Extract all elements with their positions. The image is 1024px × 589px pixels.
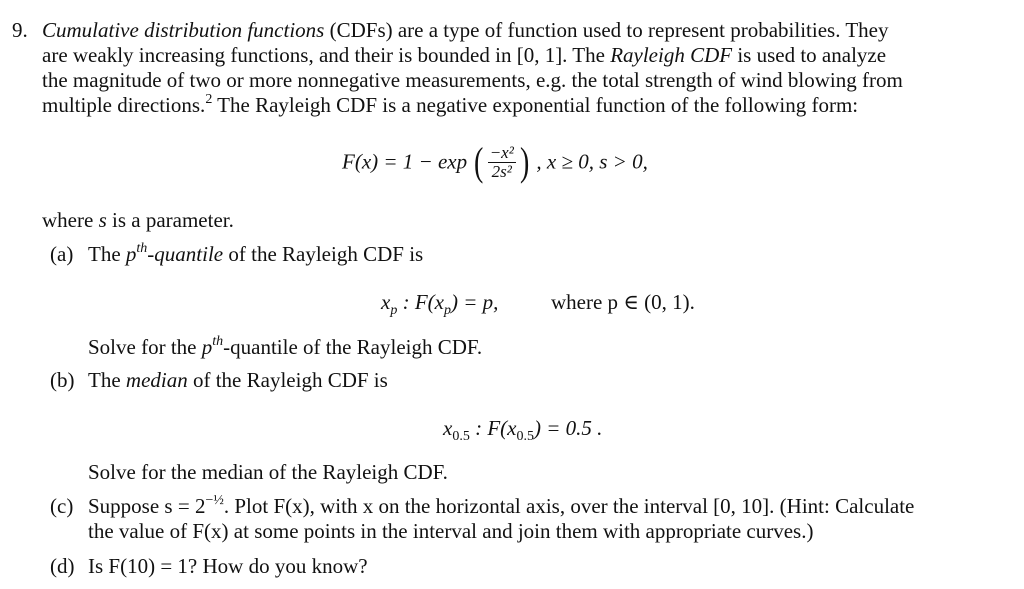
part-c-l1-a: Suppose s = 2 bbox=[88, 494, 206, 518]
part-a-solve-b: -quantile of the Rayleigh CDF. bbox=[223, 335, 483, 359]
formula-denominator: 2s² bbox=[491, 161, 512, 181]
part-d-text: Is F(10) = 1? How do you know? bbox=[88, 554, 368, 578]
part-a-eq-sub-2: p bbox=[443, 303, 451, 318]
intro-line-2-text: are weakly increasing functions, and their is bounded in [0, 1]. The bbox=[42, 43, 611, 67]
part-a-solve-a: Solve for the bbox=[88, 335, 202, 359]
part-a-th: th bbox=[136, 241, 148, 256]
part-c-exponent: −½ bbox=[205, 493, 224, 508]
part-d-label: (d) bbox=[50, 554, 75, 578]
intro-line-2 bbox=[42, 45, 886, 66]
part-a-term: -quantile bbox=[147, 242, 224, 266]
part-c-label: (c) bbox=[50, 494, 74, 518]
part-a-equation bbox=[381, 290, 499, 318]
part-b-eq-sub-2: 0.5 bbox=[516, 429, 534, 444]
part-b-eq-x: x bbox=[443, 416, 453, 440]
part-b-eq-rest-2: ) = 0.5 . bbox=[533, 416, 603, 440]
part-b-eq-rest: : F(x bbox=[469, 416, 517, 440]
formula-conditions: , x ≥ 0, s > 0, bbox=[536, 149, 648, 174]
intro-line-4-b: The Rayleigh CDF is a negative exponential function of the following form: bbox=[212, 93, 859, 117]
part-b-solve: Solve for the median of the Rayleigh CDF. bbox=[88, 460, 448, 484]
part-a-eq-rest-2: ) = p, bbox=[450, 290, 499, 314]
intro-line-4 bbox=[42, 92, 859, 117]
formula-lhs: F(x) = 1 − exp bbox=[342, 149, 468, 174]
intro-line-4-a: multiple directions. bbox=[42, 93, 206, 117]
formula-numerator: −x² bbox=[489, 142, 514, 162]
part-a-text-b: of the Rayleigh CDF is bbox=[223, 242, 424, 266]
term-cdf: Cumulative distribution functions bbox=[42, 18, 325, 42]
part-a-where: where p ∈ (0, 1). bbox=[551, 290, 695, 314]
part-a-text-a: The bbox=[88, 242, 126, 266]
part-b-intro bbox=[88, 370, 388, 391]
where-b: is a parameter. bbox=[106, 208, 234, 232]
intro-line-2-rest: is used to analyze bbox=[732, 43, 887, 67]
part-b-eq-sub: 0.5 bbox=[452, 429, 470, 444]
where-a: where bbox=[42, 208, 99, 232]
intro-line-1 bbox=[42, 20, 888, 41]
term-rayleigh: Rayleigh CDF bbox=[610, 43, 733, 67]
part-a-eq-sub: p bbox=[390, 303, 398, 318]
part-a-solve bbox=[88, 334, 483, 359]
footnote-marker: 2 bbox=[205, 92, 213, 107]
part-b-term: median bbox=[125, 368, 188, 392]
intro-line-1-text: (CDFs) are a type of function used to represent probabilities. They bbox=[324, 18, 889, 42]
part-a-p: p bbox=[125, 242, 137, 266]
part-c-l1-b: . Plot F(x), with x on the horizontal axis, over the interval [0, 10]. (Hint: Calculate bbox=[223, 494, 915, 518]
part-c-line-1 bbox=[88, 493, 915, 518]
part-c-line-2: the value of F(x) at some points in the interval and join them with appropriate curves.) bbox=[88, 519, 814, 543]
part-b-text-a: The bbox=[88, 368, 126, 392]
where-var: s bbox=[98, 208, 107, 232]
part-b-text-b: of the Rayleigh CDF is bbox=[187, 368, 388, 392]
left-paren: ( bbox=[474, 139, 484, 184]
formula-fraction bbox=[488, 144, 516, 181]
part-b-label: (b) bbox=[50, 368, 75, 392]
right-paren: ) bbox=[519, 139, 530, 184]
part-a-intro bbox=[88, 241, 424, 266]
part-a-label: (a) bbox=[50, 242, 74, 266]
intro-line-3: the magnitude of two or more nonnegative measurements, e.g. the total strength of wind blowing from bbox=[42, 68, 903, 92]
part-a-solve-th: th bbox=[212, 334, 224, 349]
part-b-equation bbox=[443, 416, 603, 444]
where-line bbox=[42, 210, 234, 231]
problem-number: 9. bbox=[12, 18, 28, 42]
rayleigh-formula bbox=[342, 139, 648, 184]
part-a-solve-p: p bbox=[201, 335, 213, 359]
part-a-eq-x: x bbox=[381, 290, 391, 314]
part-a-eq-rest: : F(x bbox=[397, 290, 444, 314]
